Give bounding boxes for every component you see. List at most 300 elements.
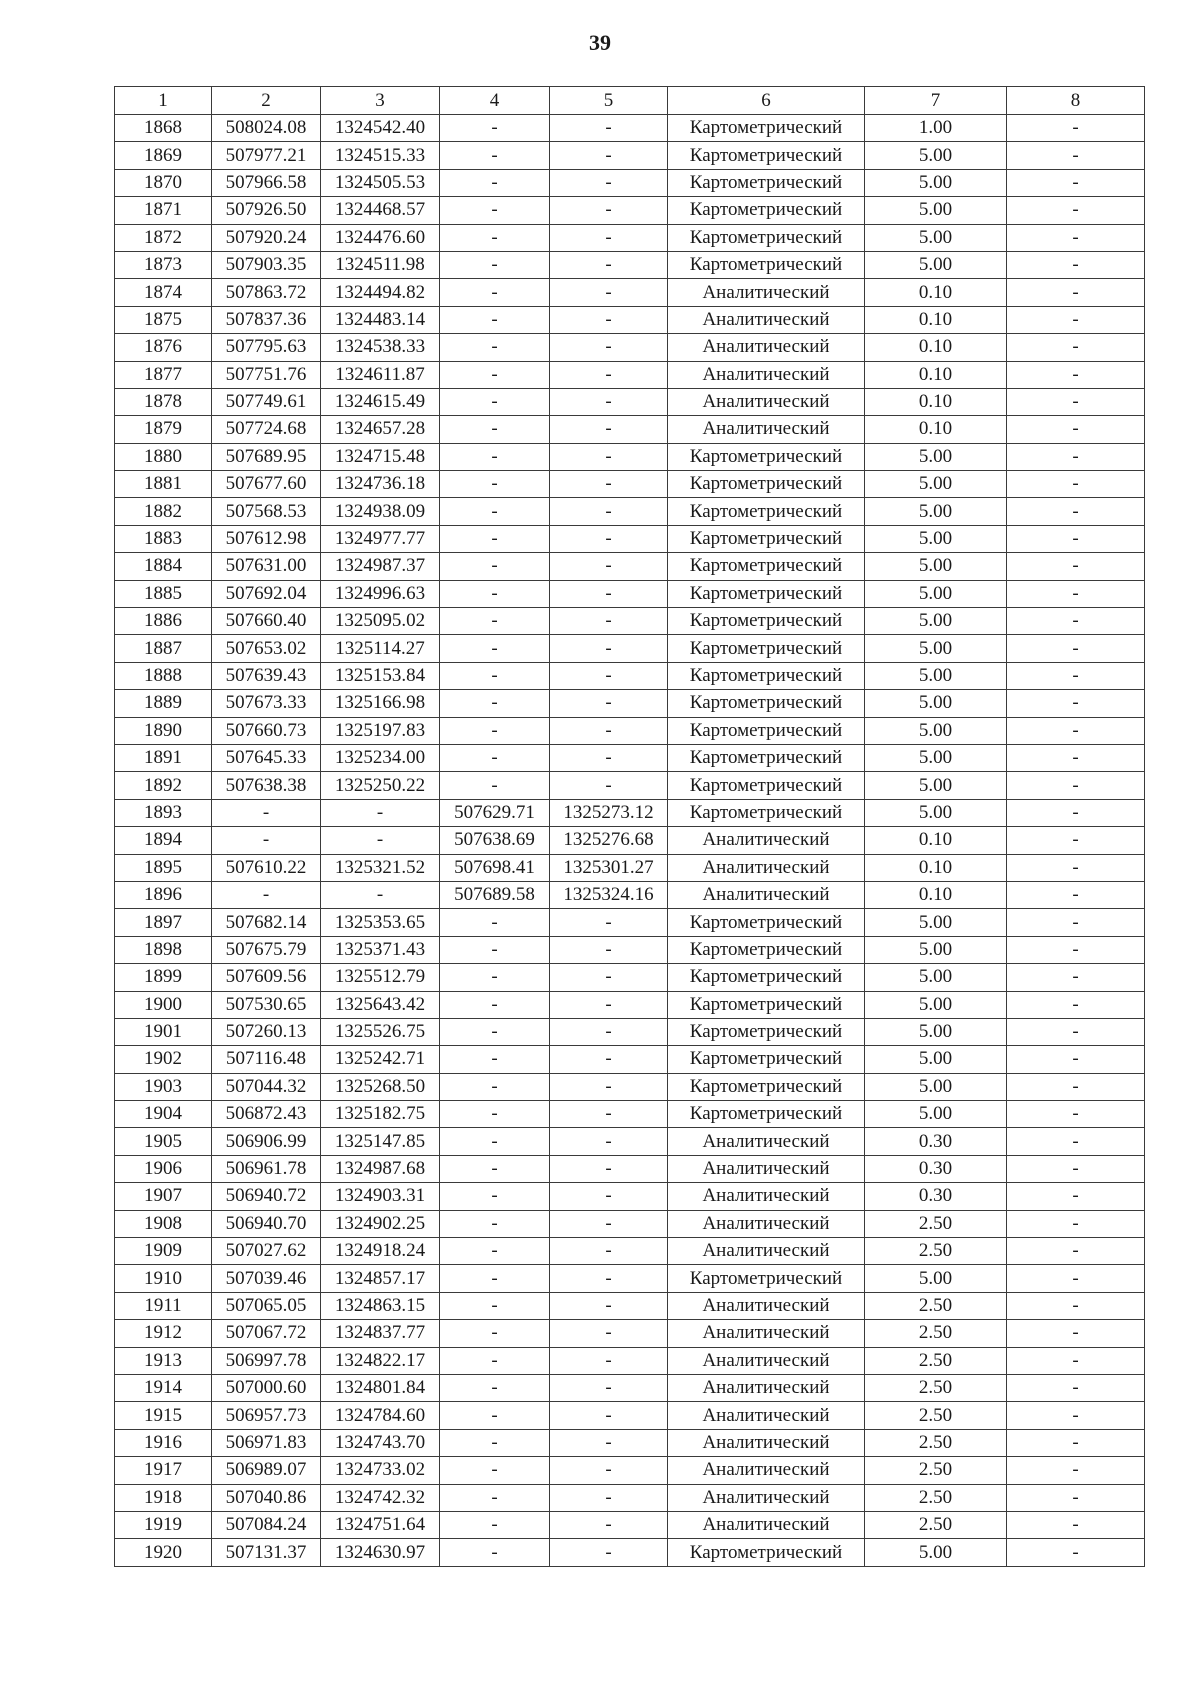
table-cell: - [550, 662, 668, 689]
table-cell: Аналитический [668, 854, 865, 881]
table-cell: 5.00 [865, 224, 1007, 251]
table-cell: - [550, 1018, 668, 1045]
table-cell: - [550, 1402, 668, 1429]
table-cell: - [440, 1484, 550, 1511]
table-cell: Картометрический [668, 471, 865, 498]
table-cell: 1868 [115, 115, 212, 142]
table-cell: 1892 [115, 772, 212, 799]
table-cell: 1324977.77 [321, 525, 440, 552]
table-cell: - [440, 909, 550, 936]
table-cell: 1325197.83 [321, 717, 440, 744]
table-cell: 1877 [115, 361, 212, 388]
table-cell: - [440, 1374, 550, 1401]
table-cell: 507629.71 [440, 799, 550, 826]
table-cell: 1324938.09 [321, 498, 440, 525]
column-header-1: 1 [115, 87, 212, 115]
table-cell: 1325242.71 [321, 1046, 440, 1073]
table-cell: 5.00 [865, 717, 1007, 744]
table-cell: Картометрический [668, 1539, 865, 1566]
table-cell: - [1007, 1018, 1145, 1045]
table-cell: - [440, 744, 550, 771]
table-cell: - [1007, 471, 1145, 498]
table-cell: - [550, 1320, 668, 1347]
table-row [115, 690, 1145, 717]
table-cell: - [440, 580, 550, 607]
table-cell: 1920 [115, 1539, 212, 1566]
table-cell: - [440, 1511, 550, 1538]
table-cell: 5.00 [865, 635, 1007, 662]
table-row [115, 416, 1145, 443]
table-cell: 507027.62 [212, 1238, 321, 1265]
table-row [115, 936, 1145, 963]
table-cell: - [550, 1484, 668, 1511]
table-row [115, 251, 1145, 278]
table-cell: - [1007, 1539, 1145, 1566]
table-row [115, 142, 1145, 169]
table-cell: Картометрический [668, 717, 865, 744]
table-row [115, 361, 1145, 388]
table-cell: 1912 [115, 1320, 212, 1347]
table-cell: - [550, 361, 668, 388]
table-row [115, 608, 1145, 635]
table-cell: - [1007, 964, 1145, 991]
table-cell: 1888 [115, 662, 212, 689]
table-cell: 1325526.75 [321, 1018, 440, 1045]
table-cell: 5.00 [865, 580, 1007, 607]
table-cell: 1889 [115, 690, 212, 717]
table-cell: Картометрический [668, 936, 865, 963]
table-cell: 1324736.18 [321, 471, 440, 498]
table-row [115, 1101, 1145, 1128]
table-cell: - [550, 224, 668, 251]
table-cell: - [550, 416, 668, 443]
table-cell: 1324902.25 [321, 1210, 440, 1237]
table-cell: - [1007, 279, 1145, 306]
table-cell: 0.10 [865, 361, 1007, 388]
table-cell: - [1007, 1101, 1145, 1128]
table-cell: - [440, 1347, 550, 1374]
table-cell: 1324511.98 [321, 251, 440, 278]
table-row [115, 525, 1145, 552]
table-cell: - [550, 142, 668, 169]
table-cell: 1325250.22 [321, 772, 440, 799]
table-cell: - [1007, 142, 1145, 169]
table-cell: 1324903.31 [321, 1183, 440, 1210]
table-cell: Картометрический [668, 1073, 865, 1100]
table-cell: - [1007, 608, 1145, 635]
table-cell: - [440, 1210, 550, 1237]
table-cell: 5.00 [865, 1265, 1007, 1292]
table-cell: 2.50 [865, 1484, 1007, 1511]
table-cell: - [321, 881, 440, 908]
table-cell: - [550, 991, 668, 1018]
table-cell: 1907 [115, 1183, 212, 1210]
table-cell: 1871 [115, 197, 212, 224]
table-cell: Аналитический [668, 1238, 865, 1265]
table-cell: 507653.02 [212, 635, 321, 662]
column-header-2: 2 [212, 87, 321, 115]
table-cell: - [440, 1046, 550, 1073]
table-cell: 5.00 [865, 1539, 1007, 1566]
table-cell: - [1007, 1183, 1145, 1210]
table-cell: - [440, 1128, 550, 1155]
table-cell: 1325301.27 [550, 854, 668, 881]
table-cell: 1919 [115, 1511, 212, 1538]
table-cell: 1324733.02 [321, 1457, 440, 1484]
table-cell: 1905 [115, 1128, 212, 1155]
table-cell: - [550, 909, 668, 936]
table-cell: 506989.07 [212, 1457, 321, 1484]
table-cell: - [550, 197, 668, 224]
table-cell: Картометрический [668, 197, 865, 224]
table-row [115, 827, 1145, 854]
table-row [115, 1429, 1145, 1456]
table-row [115, 1320, 1145, 1347]
table-cell: 507044.32 [212, 1073, 321, 1100]
table-cell: - [550, 1101, 668, 1128]
table-cell: 507660.40 [212, 608, 321, 635]
table-cell: Аналитический [668, 416, 865, 443]
table-cell: 1325353.65 [321, 909, 440, 936]
table-row [115, 1265, 1145, 1292]
table-row [115, 772, 1145, 799]
table-cell: 1891 [115, 744, 212, 771]
table-cell: 1325147.85 [321, 1128, 440, 1155]
table-row [115, 744, 1145, 771]
table-cell: - [440, 936, 550, 963]
table-cell: 1901 [115, 1018, 212, 1045]
table-cell: - [550, 1347, 668, 1374]
table-cell: Аналитический [668, 1210, 865, 1237]
table-cell: 2.50 [865, 1457, 1007, 1484]
table-cell: Картометрический [668, 662, 865, 689]
table-row [115, 197, 1145, 224]
table-cell: Аналитический [668, 1374, 865, 1401]
table-cell: 1324611.87 [321, 361, 440, 388]
table-cell: 1897 [115, 909, 212, 936]
table-cell: 0.10 [865, 416, 1007, 443]
table-cell: - [550, 443, 668, 470]
table-cell: - [1007, 1484, 1145, 1511]
table-cell: - [550, 717, 668, 744]
table-cell: 1874 [115, 279, 212, 306]
table-cell: - [550, 936, 668, 963]
table-cell: - [550, 580, 668, 607]
table-cell: - [1007, 580, 1145, 607]
table-cell: - [550, 498, 668, 525]
table-cell: - [550, 1128, 668, 1155]
table-cell: - [440, 1101, 550, 1128]
table-cell: - [550, 1046, 668, 1073]
table-cell: 5.00 [865, 498, 1007, 525]
table-cell: 5.00 [865, 471, 1007, 498]
table-cell: 1916 [115, 1429, 212, 1456]
table-cell: - [440, 1429, 550, 1456]
table-cell: 1878 [115, 388, 212, 415]
table-cell: - [440, 279, 550, 306]
table-cell: 507040.86 [212, 1484, 321, 1511]
table-cell: 507000.60 [212, 1374, 321, 1401]
table-cell: 5.00 [865, 1046, 1007, 1073]
table-row [115, 1128, 1145, 1155]
table-cell: - [1007, 388, 1145, 415]
table-cell: Аналитический [668, 388, 865, 415]
table-cell: - [440, 388, 550, 415]
table-cell: 1869 [115, 142, 212, 169]
table-cell: - [550, 251, 668, 278]
table-cell: - [1007, 115, 1145, 142]
table-cell: Аналитический [668, 1292, 865, 1319]
table-cell: Аналитический [668, 1347, 865, 1374]
table-cell: Аналитический [668, 334, 865, 361]
table-cell: Аналитический [668, 1128, 865, 1155]
table-cell: 1911 [115, 1292, 212, 1319]
table-cell: 1325371.43 [321, 936, 440, 963]
table-cell: 507116.48 [212, 1046, 321, 1073]
table-row [115, 498, 1145, 525]
table-cell: - [440, 1018, 550, 1045]
table-cell: - [440, 1402, 550, 1429]
table-cell: 507837.36 [212, 306, 321, 333]
table-cell: - [321, 799, 440, 826]
table-cell: 1881 [115, 471, 212, 498]
table-cell: 0.10 [865, 388, 1007, 415]
table-cell: 0.30 [865, 1128, 1007, 1155]
table-cell: - [1007, 1128, 1145, 1155]
table-cell: 1324837.77 [321, 1320, 440, 1347]
table-cell: Картометрический [668, 1265, 865, 1292]
table-cell: 1324743.70 [321, 1429, 440, 1456]
table-row [115, 443, 1145, 470]
table-cell: - [1007, 306, 1145, 333]
table-row [115, 1155, 1145, 1182]
table-cell: - [1007, 169, 1145, 196]
table-cell: 1324996.63 [321, 580, 440, 607]
table-cell: - [1007, 1457, 1145, 1484]
table-cell: 1890 [115, 717, 212, 744]
table-cell: 507131.37 [212, 1539, 321, 1566]
table-cell: - [550, 1210, 668, 1237]
table-cell: 1902 [115, 1046, 212, 1073]
table-cell: 2.50 [865, 1347, 1007, 1374]
table-row [115, 1292, 1145, 1319]
column-header-4: 4 [440, 87, 550, 115]
table-row [115, 580, 1145, 607]
table-row [115, 662, 1145, 689]
table-cell: 0.30 [865, 1183, 1007, 1210]
table-cell: 1870 [115, 169, 212, 196]
table-cell: 2.50 [865, 1402, 1007, 1429]
table-cell: 507639.43 [212, 662, 321, 689]
table-cell: - [440, 991, 550, 1018]
table-cell: - [1007, 1265, 1145, 1292]
table-cell: 507065.05 [212, 1292, 321, 1319]
table-cell: 1325512.79 [321, 964, 440, 991]
table-cell: 506961.78 [212, 1155, 321, 1182]
table-cell: - [550, 608, 668, 635]
table-cell: 0.10 [865, 279, 1007, 306]
table-cell: 5.00 [865, 142, 1007, 169]
table-cell: - [440, 1320, 550, 1347]
table-cell: Картометрический [668, 580, 865, 607]
table-cell: 507039.46 [212, 1265, 321, 1292]
table-cell: 1884 [115, 553, 212, 580]
table-cell: 1903 [115, 1073, 212, 1100]
table-cell: - [440, 197, 550, 224]
table-cell: - [550, 690, 668, 717]
table-cell: 5.00 [865, 251, 1007, 278]
table-cell: - [550, 964, 668, 991]
table-row [115, 169, 1145, 196]
table-cell: - [440, 690, 550, 717]
table-cell: 1872 [115, 224, 212, 251]
table-cell: 1324483.14 [321, 306, 440, 333]
table-cell: 1324538.33 [321, 334, 440, 361]
table-cell: 507610.22 [212, 854, 321, 881]
table-cell: - [440, 334, 550, 361]
table-cell: 507920.24 [212, 224, 321, 251]
table-cell: - [550, 525, 668, 552]
table-cell: - [1007, 1155, 1145, 1182]
table-cell: 1324987.68 [321, 1155, 440, 1182]
table-cell: - [440, 142, 550, 169]
table-cell: - [1007, 799, 1145, 826]
table-cell: - [440, 608, 550, 635]
table-cell: 5.00 [865, 525, 1007, 552]
table-row [115, 635, 1145, 662]
table-cell: 1915 [115, 1402, 212, 1429]
table-cell: 0.10 [865, 854, 1007, 881]
table-cell: - [550, 1155, 668, 1182]
table-cell: 1324715.48 [321, 443, 440, 470]
table-cell: Картометрический [668, 1018, 865, 1045]
table-cell: - [440, 1238, 550, 1265]
table-cell: 507609.56 [212, 964, 321, 991]
table-cell: - [440, 662, 550, 689]
table-cell: - [1007, 1073, 1145, 1100]
column-header-3: 3 [321, 87, 440, 115]
table-cell: - [1007, 416, 1145, 443]
table-cell: 507903.35 [212, 251, 321, 278]
table-cell: 1895 [115, 854, 212, 881]
table-cell: Картометрический [668, 690, 865, 717]
table-cell: 5.00 [865, 991, 1007, 1018]
table-cell: 507749.61 [212, 388, 321, 415]
table-cell: 1325268.50 [321, 1073, 440, 1100]
table-cell: 1900 [115, 991, 212, 1018]
table-cell: - [1007, 361, 1145, 388]
table-cell: - [550, 471, 668, 498]
table-cell: 1904 [115, 1101, 212, 1128]
table-row [115, 1238, 1145, 1265]
table-cell: - [440, 251, 550, 278]
table-cell: - [1007, 1292, 1145, 1319]
table-cell: Картометрический [668, 169, 865, 196]
table-cell: 0.10 [865, 306, 1007, 333]
table-cell: Аналитический [668, 827, 865, 854]
table-cell: 506940.70 [212, 1210, 321, 1237]
table-cell: 2.50 [865, 1429, 1007, 1456]
table-cell: - [1007, 1402, 1145, 1429]
table-cell: - [1007, 635, 1145, 662]
table-cell: - [550, 1238, 668, 1265]
table-cell: Аналитический [668, 1511, 865, 1538]
table-cell: 507795.63 [212, 334, 321, 361]
table-cell: 2.50 [865, 1320, 1007, 1347]
table-row [115, 1511, 1145, 1538]
table-cell: - [550, 635, 668, 662]
table-cell: 507568.53 [212, 498, 321, 525]
table-cell: - [550, 1539, 668, 1566]
table-cell: - [440, 361, 550, 388]
table-cell: 1324822.17 [321, 1347, 440, 1374]
table-cell: 508024.08 [212, 115, 321, 142]
table-cell: 1325321.52 [321, 854, 440, 881]
table-cell: Картометрический [668, 608, 865, 635]
table-cell: Картометрический [668, 964, 865, 991]
table-cell: 507682.14 [212, 909, 321, 936]
table-cell: - [550, 115, 668, 142]
table-row [115, 1183, 1145, 1210]
table-cell: 2.50 [865, 1511, 1007, 1538]
table-cell: - [440, 416, 550, 443]
page-number: 39 [589, 30, 611, 55]
table-cell: 2.50 [865, 1292, 1007, 1319]
table-cell: 2.50 [865, 1374, 1007, 1401]
table-cell: - [1007, 224, 1145, 251]
table-row [115, 471, 1145, 498]
table-cell: - [440, 1073, 550, 1100]
table-cell: Аналитический [668, 1457, 865, 1484]
table-cell: 1880 [115, 443, 212, 470]
table-cell: Картометрический [668, 635, 865, 662]
table-row [115, 1018, 1145, 1045]
table-cell: - [1007, 881, 1145, 908]
table-cell: Картометрический [668, 443, 865, 470]
table-cell: 1325166.98 [321, 690, 440, 717]
table-cell: 1324615.49 [321, 388, 440, 415]
table-cell: 1914 [115, 1374, 212, 1401]
table-row [115, 1073, 1145, 1100]
table-cell: 1324515.33 [321, 142, 440, 169]
table-cell: 2.50 [865, 1210, 1007, 1237]
table-cell: 5.00 [865, 964, 1007, 991]
table-cell: 507631.00 [212, 553, 321, 580]
table-cell: 1325182.75 [321, 1101, 440, 1128]
table-cell: 1324857.17 [321, 1265, 440, 1292]
table-cell: - [1007, 827, 1145, 854]
table-cell: Аналитический [668, 279, 865, 306]
table-cell: - [1007, 854, 1145, 881]
table-row [115, 909, 1145, 936]
table-cell: 507660.73 [212, 717, 321, 744]
table-cell: - [1007, 1374, 1145, 1401]
table-cell: 1879 [115, 416, 212, 443]
table-cell: 1325324.16 [550, 881, 668, 908]
table-cell: Картометрический [668, 1046, 865, 1073]
table-cell: 1886 [115, 608, 212, 635]
table-cell: Картометрический [668, 553, 865, 580]
table-cell: - [1007, 1347, 1145, 1374]
table-cell: - [1007, 443, 1145, 470]
table-cell: - [550, 1073, 668, 1100]
table-row [115, 1374, 1145, 1401]
table-cell: 1.00 [865, 115, 1007, 142]
table-cell: - [321, 827, 440, 854]
table-cell: - [1007, 690, 1145, 717]
table-cell: 1910 [115, 1265, 212, 1292]
table-cell: Аналитический [668, 1402, 865, 1429]
